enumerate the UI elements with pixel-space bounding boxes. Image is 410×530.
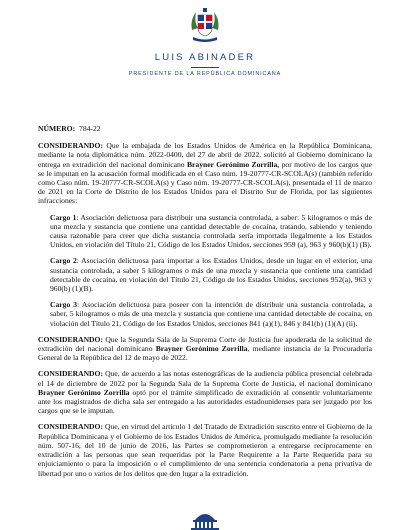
defendant-name: Brayner Gerónimo Zorrilla: [155, 344, 248, 354]
defendant-name: Brayner Gerónimo Zorrilla: [38, 387, 130, 397]
charge-label: Cargo 3: [50, 300, 78, 310]
charge-item: [50, 256, 372, 293]
defendant-name: Brayner Gerónimo Zorrilla,: [186, 159, 280, 169]
charge-item: [50, 213, 372, 250]
considerando-lead: CONSIDERANDO:: [38, 422, 103, 432]
considerando-lead: CONSIDERANDO:: [38, 141, 103, 151]
letterhead: [0, 6, 410, 77]
palace-emblem-icon: [187, 508, 223, 530]
charge-text: : Asociación delictuosa para poseer con la intención de distribuir una sustancia controlada, a saber, 5 kilogramos o más de una mezcla y sustancia que contiene una cantidad detectable de cocaína, en violación del Título 21, Código de los Estados Unidos, secciones 841 (a)(1), 846 y 841(b) (1)(A) (ii).: [50, 300, 372, 328]
header-divider: [191, 67, 219, 68]
document-body: [38, 124, 372, 485]
paragraph-text: Que la Segunda Sala de la Suprema Corte de Justicia fue apoderada de la solicitud de extradición del nacional dominicano: [38, 334, 372, 354]
document-number: [38, 124, 372, 133]
considerando-paragraph: [38, 141, 372, 205]
document-number-value: 784-22: [79, 124, 101, 133]
president-name: LUIS ABINADER: [154, 52, 256, 63]
charge-text: : Asociación delictuosa para distribuir una sustancia controlada, a saber: 5 kilogramos o más de una mezcla y sustancia que contiene una cantidad detectable de cocaína, tratando, sabiendo y teniendo causa razonable para creer que dicha sustancia controlada sería importada ilegalmente a los Estados Unidos, en violación del Título 21, Código de los Estados Unidos, secciones 959 (a), 963 y 960(b)(1) (B).: [50, 212, 372, 250]
paragraph-text: por motivo de los cargos que se le imputan en la acusación formal modificada en el Caso núm. 19-20777-CR-SCOLA(s) (también referido como Caso núm. 19-20777-CR-SCOLA(s) y Caso núm. 19-20777-CR-SCOLA(s), presentada el 11 de marzo de 2021 en la Corte de Distrito de los Estados Unidos para el Distrito Sur de Florida, por las siguientes infracciones:: [38, 159, 372, 206]
president-office: PRESIDENTE DE LA REPÚBLICA DOMINICANA: [128, 71, 282, 77]
considerando-paragraph: [38, 422, 372, 477]
document-number-label: NÚMERO:: [38, 124, 76, 133]
considerando-lead: CONSIDERANDO:: [38, 369, 103, 379]
charge-label: Cargo 2: [50, 256, 77, 266]
paragraph-text: Que la embajada de los Estados Unidos de América en la República Dominicana, mediante la nota diplomática núm. 2022-0400, del 27 de abril de 2022, solicitó al Gobierno dominicano la entrega en extradición del nacional dominicano: [38, 141, 372, 169]
considerando-lead: CONSIDERANDO:: [38, 334, 103, 344]
charge-label: Cargo 1: [50, 212, 77, 222]
considerando-paragraph: [38, 335, 372, 363]
considerando-paragraph: [38, 369, 372, 415]
coat-of-arms-icon: [188, 6, 222, 44]
paragraph-text: Que, en virtud del artículo 1 del Tratado de Extradición suscrito entre el Gobierno de la República Dominicana y el Gobierno de los Estados Unidos de América, promulgado mediante la resolución núm. 507-16, del 10 de junio de 2016, las Partes se comprometieron a entregarse recíprocamente en extradición a las personas que sean requeridas por la Parte Requirente a la Parte Requerida para su enjuiciamiento o para la imposición o el cumplimiento de una sentencia condenatoria a pena privativa de libertad por uno o varios de los delitos que den lugar a la extradición.: [38, 422, 372, 478]
paragraph-text: Que, de acuerdo a las notas estenográficas de la audiencia pública presencial celebrada el 14 de diciembre de 2022 por la Segunda Sala de la Suprema Corte de Justicia, el nacional dominicano: [38, 369, 372, 388]
paragraph-text: optó por el trámite simplificado de extradición al consentir voluntariamente ante los magistrados de dicha sala ser entregado a las autoridades estadounidenses para ser juzgado por los cargos que se le imputan.: [38, 387, 372, 416]
charge-item: [50, 300, 372, 328]
charge-text: : Asociación delictuosa para importar a los Estados Unidos, desde un lugar en el exterior, una sustancia controlada, a saber 5 kilogramos o más de una mezcla y sustancia que contiene una cantidad detectable de cocaína, en violación del Título 21, Código de los Estados Unidos, secciones 952(a), 963 y 960(b) (1)(B).: [50, 256, 373, 294]
paragraph-text: , mediante instancia de la Procuraduría General de la República del 12 de mayo de 2022.: [38, 344, 372, 363]
